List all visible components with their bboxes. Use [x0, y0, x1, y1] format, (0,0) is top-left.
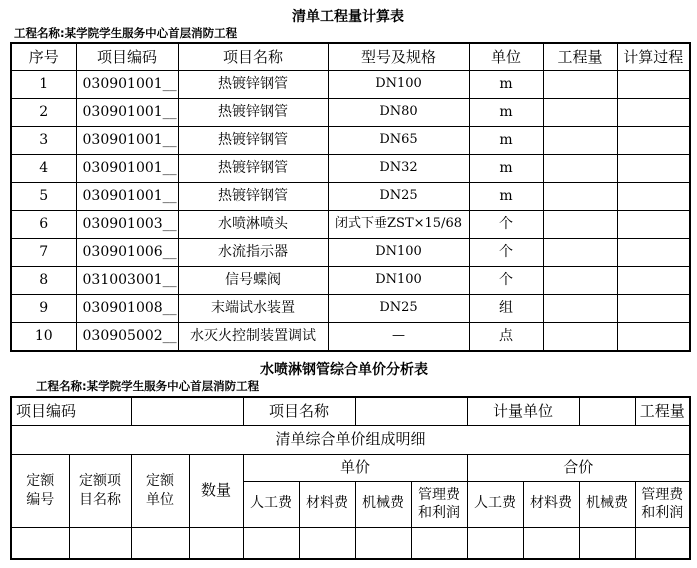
- item-name-cell: 水喷淋喷头: [178, 211, 328, 239]
- machine-cost-header: 机械费: [579, 481, 635, 527]
- unit-cell: m: [469, 99, 543, 127]
- unit-cell: 点: [469, 323, 543, 352]
- row-number-cell: 8: [11, 267, 76, 295]
- table-row: [11, 295, 690, 323]
- item-name-cell: 热镀锌钢管: [178, 155, 328, 183]
- table-row: [11, 155, 690, 183]
- item-name-cell: 信号蝶阀: [178, 267, 328, 295]
- item-code-cell: 031003001__: [76, 267, 178, 295]
- table1-project-name: 工程名称:某学院学生服务中心首层消防工程: [14, 26, 238, 40]
- item-code-cell: 030905002__: [76, 323, 178, 352]
- item-name-cell: 热镀锌钢管: [178, 71, 328, 99]
- table-header-row: [11, 43, 690, 71]
- spec-cell: DN25: [328, 183, 469, 211]
- unit-label: 计量单位: [467, 397, 579, 425]
- table1-title: 清单工程量计算表: [292, 9, 404, 25]
- spec-cell: DN65: [328, 127, 469, 155]
- calculation-cell: [617, 71, 690, 99]
- item-name-cell: 末端试水装置: [178, 295, 328, 323]
- row-number-cell: 10: [11, 323, 76, 352]
- material-cost-header: 材料费: [299, 481, 355, 527]
- item-name-label: 项目名称: [243, 397, 355, 425]
- quantity-cell: [543, 323, 617, 352]
- header-cell: 序号: [11, 43, 76, 71]
- calculation-cell: [617, 127, 690, 155]
- calculation-cell: [617, 99, 690, 127]
- quota-name-header: 定额项 目名称: [69, 454, 131, 527]
- header-cell: 项目名称: [178, 43, 328, 71]
- unit-cell: m: [469, 183, 543, 211]
- spec-cell: DN25: [328, 295, 469, 323]
- table-cell: [635, 527, 690, 559]
- calculation-cell: [617, 295, 690, 323]
- table-row: [11, 71, 690, 99]
- table-row: [11, 267, 690, 295]
- item-code-cell: 030901008__: [76, 295, 178, 323]
- item-code-cell: 030901006__: [76, 239, 178, 267]
- item-code-cell: 030901003__: [76, 211, 178, 239]
- table-row: [11, 239, 690, 267]
- item-code-cell: 030901001__: [76, 155, 178, 183]
- spec-cell: DN100: [328, 267, 469, 295]
- item-code-cell: 030901001__: [76, 71, 178, 99]
- machine-cost-header: 机械费: [355, 481, 411, 527]
- item-name-cell: 热镀锌钢管: [178, 99, 328, 127]
- unit-cell: 组: [469, 295, 543, 323]
- spec-cell: DN32: [328, 155, 469, 183]
- price-group-row: [11, 454, 690, 481]
- quantity-cell: [543, 71, 617, 99]
- quantity-group: [635, 397, 690, 425]
- quantity-cell: [543, 267, 617, 295]
- unit-cell: m: [469, 127, 543, 155]
- table-cell: [189, 527, 243, 559]
- table-row: [11, 183, 690, 211]
- table-cell: [11, 527, 69, 559]
- unit-cell: 个: [469, 211, 543, 239]
- header-cell: 型号及规格: [328, 43, 469, 71]
- quantity-cell: [543, 155, 617, 183]
- unit-value: [579, 397, 635, 425]
- header-cell: 项目编码: [76, 43, 178, 71]
- table-row: [11, 323, 690, 352]
- calculation-cell: [617, 183, 690, 211]
- table2-title: 水喷淋钢管综合单价分析表: [260, 362, 428, 378]
- row-number-cell: 7: [11, 239, 76, 267]
- mgmt-profit-header: 管理费 和利润: [635, 481, 690, 527]
- table-cell: [299, 527, 355, 559]
- row-number-cell: 1: [11, 71, 76, 99]
- unit-cell: 个: [469, 267, 543, 295]
- mgmt-profit-header: 管理费 和利润: [411, 481, 467, 527]
- table-row: [11, 211, 690, 239]
- item-name-cell: 水流指示器: [178, 239, 328, 267]
- row-number-cell: 4: [11, 155, 76, 183]
- item-info-row: [11, 397, 690, 425]
- table-cell: [131, 527, 189, 559]
- unit-price-analysis-table: [10, 396, 691, 560]
- row-number-cell: 5: [11, 183, 76, 211]
- calculation-cell: [617, 239, 690, 267]
- item-code-cell: 030901001__: [76, 127, 178, 155]
- row-number-cell: 9: [11, 295, 76, 323]
- table-cell: [69, 527, 131, 559]
- row-number-cell: 6: [11, 211, 76, 239]
- labor-cost-header: 人工费: [243, 481, 299, 527]
- calculation-cell: [617, 267, 690, 295]
- table-cell: [411, 527, 467, 559]
- item-name-value: [355, 397, 467, 425]
- row-number-cell: 2: [11, 99, 76, 127]
- spec-cell: DN100: [328, 71, 469, 99]
- quantity-cell: [543, 127, 617, 155]
- spec-cell: DN80: [328, 99, 469, 127]
- item-name-cell: 热镀锌钢管: [178, 127, 328, 155]
- quantity-cell: [543, 211, 617, 239]
- table-row: [11, 527, 690, 559]
- detail-title: 清单综合单价组成明细: [11, 425, 690, 454]
- item-name-cell: 热镀锌钢管: [178, 183, 328, 211]
- header-cell: 单位: [469, 43, 543, 71]
- labor-cost-header: 人工费: [467, 481, 523, 527]
- table-cell: [243, 527, 299, 559]
- spec-cell: —: [328, 323, 469, 352]
- table-cell: [467, 527, 523, 559]
- spec-cell: DN100: [328, 239, 469, 267]
- quota-unit-header: 定额 单位: [131, 454, 189, 527]
- material-cost-header: 材料费: [523, 481, 579, 527]
- quantity-cell: [543, 183, 617, 211]
- item-code-label: 项目编码: [11, 397, 131, 425]
- table-row: [11, 127, 690, 155]
- quantity-calculation-table: [10, 42, 691, 352]
- header-cell: 工程量: [543, 43, 617, 71]
- table-row: [11, 99, 690, 127]
- unit-cell: m: [469, 71, 543, 99]
- unit-price-header: 单价: [243, 454, 467, 481]
- quota-code-header: 定额 编号: [11, 454, 69, 527]
- spec-cell: 闭式下垂ZST×15/68: [328, 211, 469, 239]
- quantity-cell: [543, 295, 617, 323]
- item-code-value: [131, 397, 243, 425]
- calculation-cell: [617, 211, 690, 239]
- total-price-header: 合价: [467, 454, 690, 481]
- row-number-cell: 3: [11, 127, 76, 155]
- table-cell: [355, 527, 411, 559]
- table-cell: [579, 527, 635, 559]
- table2-project-name: 工程名称:某学院学生服务中心首层消防工程: [36, 379, 260, 393]
- quantity-cell: [543, 99, 617, 127]
- calculation-cell: [617, 155, 690, 183]
- quantity-header: 数量: [189, 454, 243, 527]
- item-code-cell: 030901001__: [76, 183, 178, 211]
- calculation-cell: [617, 323, 690, 352]
- table-cell: [523, 527, 579, 559]
- header-cell: 计算过程: [617, 43, 690, 71]
- unit-cell: 个: [469, 239, 543, 267]
- quantity-label: 工程量: [639, 401, 685, 420]
- detail-title-row: [11, 425, 690, 454]
- unit-cell: m: [469, 155, 543, 183]
- item-name-cell: 水灭火控制装置调试: [178, 323, 328, 352]
- quantity-cell: [543, 239, 617, 267]
- item-code-cell: 030901001__: [76, 99, 178, 127]
